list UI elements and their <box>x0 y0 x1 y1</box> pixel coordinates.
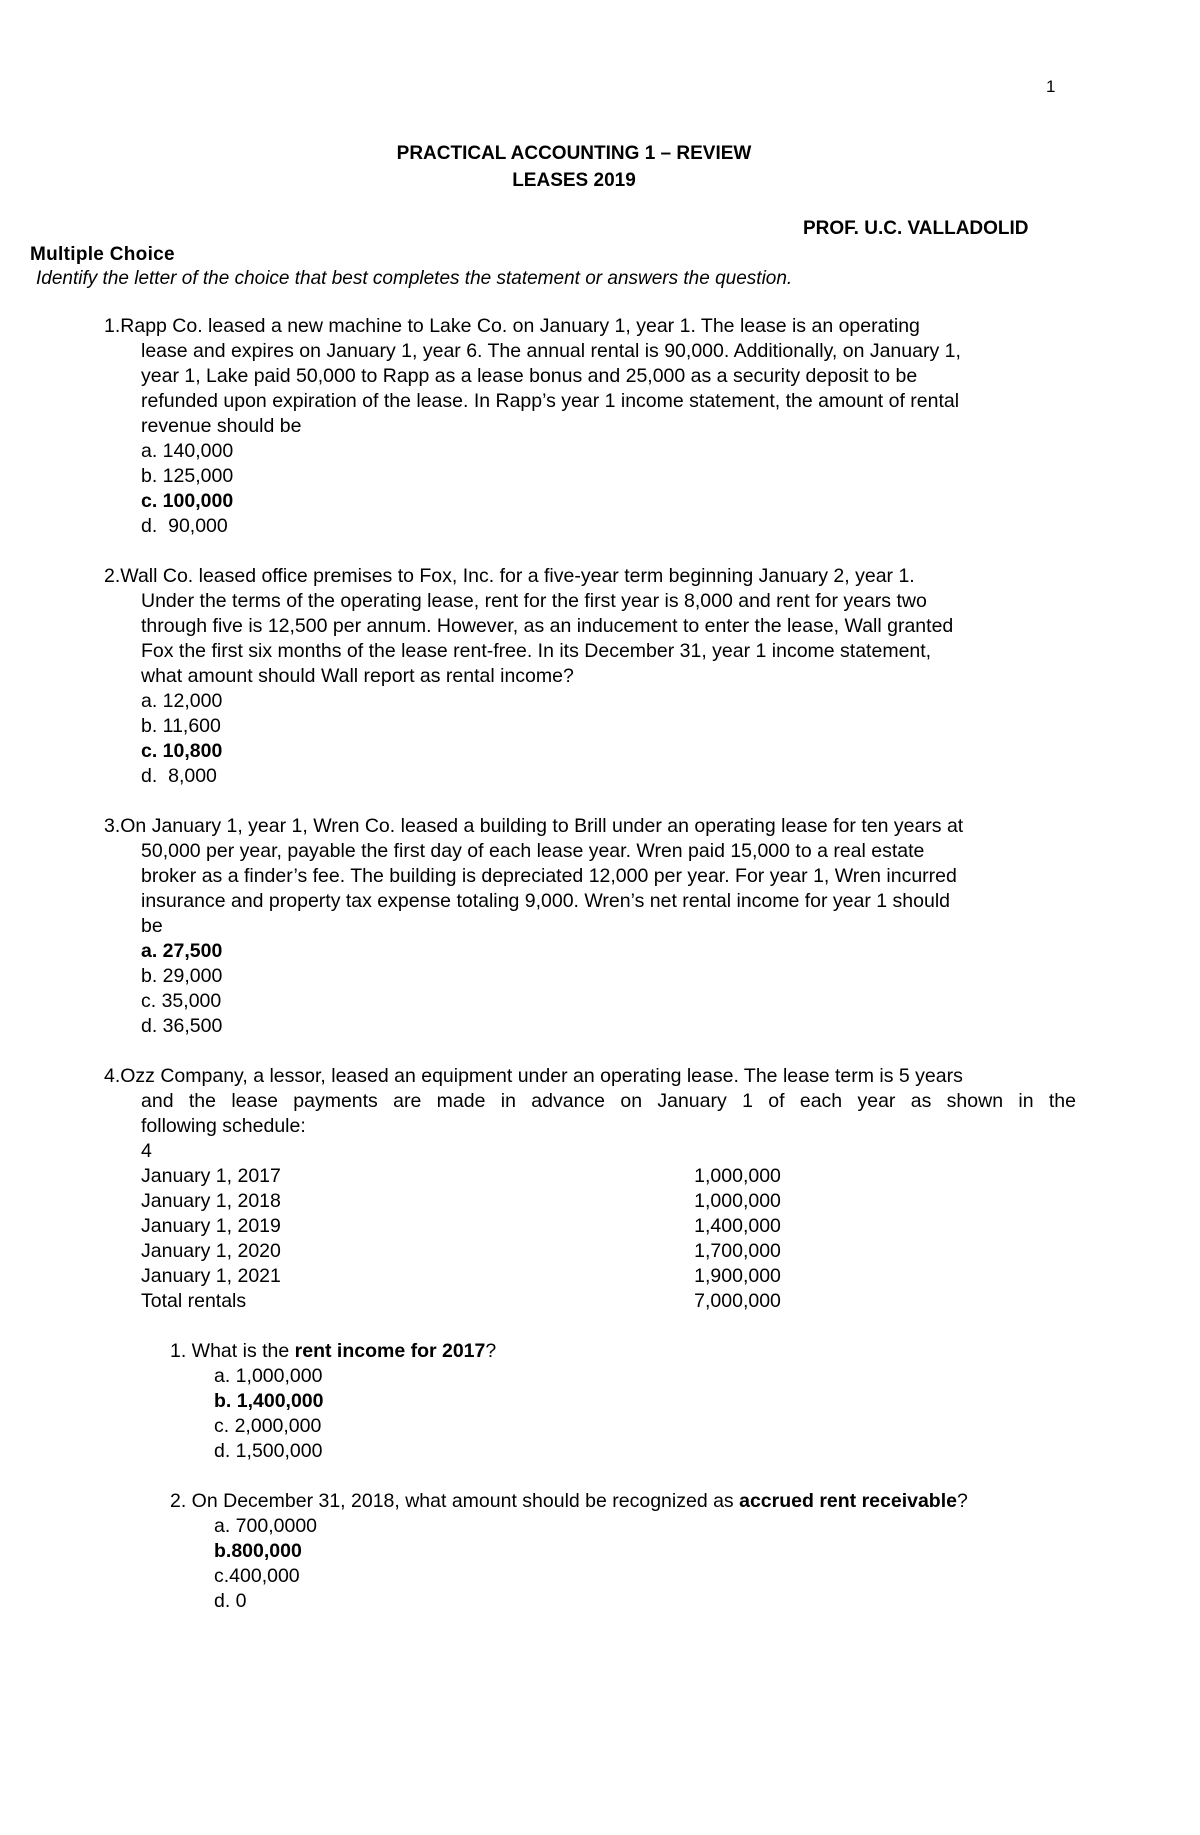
question-3 <box>0 814 1200 1039</box>
choice-a: a. 12,000 <box>141 690 223 712</box>
choice-b: b. 11,600 <box>141 715 221 737</box>
question-2 <box>0 564 1200 789</box>
schedule-row <box>141 1214 811 1239</box>
schedule-amount: 1,000,000 <box>694 1165 781 1187</box>
question-1-choices <box>141 439 1200 539</box>
question-3-line: insurance and property tax expense totaling 9,000. Wren’s net rental income for year 1 should <box>141 890 951 912</box>
sub-question-1-emphasis: rent income for 2017 <box>294 1340 486 1362</box>
choice-d: d. 90,000 <box>141 515 228 537</box>
choice-d: d. 8,000 <box>141 765 217 787</box>
schedule-total-row <box>141 1289 811 1314</box>
schedule-row <box>141 1239 811 1264</box>
sub-question-2-choices <box>214 1514 1200 1614</box>
questions-list <box>0 314 1200 1639</box>
choice-a: a. 700,0000 <box>214 1515 318 1537</box>
schedule-date: January 1, 2017 <box>141 1165 281 1187</box>
schedule-date: January 1, 2018 <box>141 1190 281 1212</box>
schedule-date: January 1, 2020 <box>141 1240 281 1262</box>
choice-d: d. 1,500,000 <box>214 1440 323 1462</box>
choice-c-answer: c. 100,000 <box>141 490 234 512</box>
question-4-line: and the lease payments are made in advance on January 1 of each year as shown in the <box>141 1090 1076 1112</box>
question-1-line: year 1, Lake paid 50,000 to Rapp as a lease bonus and 25,000 as a security deposit to be <box>141 365 918 387</box>
document-title <box>0 140 1148 194</box>
question-3-choices <box>141 939 1200 1039</box>
question-1-line: lease and expires on January 1, year 6. The annual rental is 90,000. Additionally, on January 1, <box>141 340 961 362</box>
question-1-line: refunded upon expiration of the lease. In Rapp’s year 1 income statement, the amount of rental <box>141 390 960 412</box>
choice-b-answer: b. 1,400,000 <box>214 1390 324 1412</box>
choice-c-answer: c. 10,800 <box>141 740 223 762</box>
sub-question-2-emphasis: accrued rent receivable <box>739 1490 957 1512</box>
schedule-amount: 1,400,000 <box>694 1215 781 1237</box>
question-2-line: through five is 12,500 per annum. However, as an inducement to enter the lease, Wall granted <box>141 615 954 637</box>
question-4-line: 4.Ozz Company, a lessor, leased an equipment under an operating lease. The lease term is 5 years <box>104 1065 963 1087</box>
choice-b-answer: b.800,000 <box>214 1540 302 1562</box>
question-2-line: 2.Wall Co. leased office premises to Fox, Inc. for a five-year term beginning January 2, year 1. <box>104 565 915 587</box>
schedule-row <box>141 1189 811 1214</box>
choice-a: a. 1,000,000 <box>214 1365 323 1387</box>
question-3-line: 3.On January 1, year 1, Wren Co. leased a building to Brill under an operating lease for ten years at <box>104 815 964 837</box>
title-line-1: PRACTICAL ACCOUNTING 1 – REVIEW <box>396 143 752 164</box>
question-1-line: 1.Rapp Co. leased a new machine to Lake Co. on January 1, year 1. The lease is an operating <box>104 315 920 337</box>
question-3-line: broker as a finder’s fee. The building is depreciated 12,000 per year. For year 1, Wren incurred <box>141 865 957 887</box>
question-1 <box>0 314 1200 539</box>
sub-question-1-text: 1. What is the rent income for 2017? <box>170 1340 497 1362</box>
choice-c: c. 35,000 <box>141 990 222 1012</box>
schedule-date: January 1, 2019 <box>141 1215 281 1237</box>
section-heading: Multiple Choice <box>30 244 175 265</box>
schedule-date: January 1, 2021 <box>141 1265 281 1287</box>
question-2-line: Under the terms of the operating lease, rent for the first year is 8,000 and rent for years two <box>141 590 927 612</box>
choice-b: b. 125,000 <box>141 465 234 487</box>
schedule-amount: 1,900,000 <box>694 1265 781 1287</box>
schedule-total-amount: 7,000,000 <box>694 1290 781 1312</box>
question-2-line: what amount should Wall report as rental income? <box>141 665 574 687</box>
question-1-line: revenue should be <box>141 415 302 437</box>
choice-a-answer: a. 27,500 <box>141 940 223 962</box>
schedule-total-label: Total rentals <box>141 1290 247 1312</box>
sub-question-2 <box>0 1489 1200 1614</box>
choice-c: c. 2,000,000 <box>214 1415 322 1437</box>
instructions: Identify the letter of the choice that best completes the statement or answers the question. <box>36 268 793 289</box>
schedule-row <box>141 1264 811 1289</box>
schedule-amount: 1,700,000 <box>694 1240 781 1262</box>
schedule-amount: 1,000,000 <box>694 1190 781 1212</box>
sub-question-1-choices <box>214 1364 1200 1464</box>
question-3-line: be <box>141 915 163 937</box>
question-4-line: following schedule: <box>141 1115 306 1137</box>
stray-number: 4 <box>141 1140 152 1162</box>
choice-c: c.400,000 <box>214 1565 300 1587</box>
question-4 <box>0 1064 1200 1614</box>
choice-a: a. 140,000 <box>141 440 234 462</box>
schedule-row <box>141 1164 811 1189</box>
page-number: 1 <box>1046 77 1056 96</box>
sub-question-2-text: 2. On December 31, 2018, what amount should be recognized as accrued rent receivable? <box>170 1490 968 1512</box>
sub-question-1 <box>0 1339 1200 1464</box>
choice-d: d. 36,500 <box>141 1015 223 1037</box>
choice-b: b. 29,000 <box>141 965 223 987</box>
choice-d: d. 0 <box>214 1590 247 1612</box>
rental-schedule <box>0 1164 1200 1314</box>
question-3-line: 50,000 per year, payable the first day of each lease year. Wren paid 15,000 to a real estate <box>141 840 925 862</box>
title-line-2: LEASES 2019 <box>512 170 636 191</box>
question-2-choices <box>141 689 1200 789</box>
professor-name: PROF. U.C. VALLADOLID <box>803 218 1029 239</box>
question-2-line: Fox the first six months of the lease rent-free. In its December 31, year 1 income statement, <box>141 640 932 662</box>
